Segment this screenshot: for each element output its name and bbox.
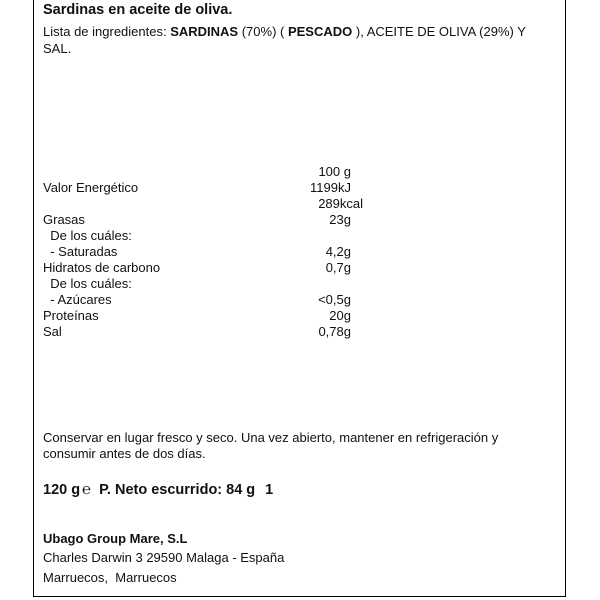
unit-count: 1 <box>265 482 274 498</box>
nutrition-value: <0,5g <box>318 292 351 307</box>
storage-line-1: Conservar en lugar fresco y seco. Una vez abierto, mantener en refrigeración y <box>43 430 499 445</box>
nutrition-value: 289kcal <box>318 196 363 211</box>
nutrition-header: 100 g <box>318 164 351 179</box>
net-weight-row <box>43 482 273 498</box>
nutrition-label: - Azúcares <box>43 292 112 307</box>
ingredient-sardinas: SARDINAS <box>170 24 239 39</box>
nutrition-label: Hidratos de carbono <box>43 260 161 275</box>
nutrition-label: De los cuáles: <box>43 276 132 291</box>
company-address: Charles Darwin 3 29590 Malaga - España <box>43 550 285 565</box>
nutrition-value: 4,2g <box>325 244 351 259</box>
drained-weight: P. Neto escurrido: 84 g <box>99 482 256 498</box>
nutrition-value: 0,78g <box>318 324 351 339</box>
ingredients-rest: ), ACEITE DE OLIVA (29%) Y SAL. <box>43 24 526 56</box>
nutrition-label: Proteínas <box>43 308 99 323</box>
nutrition-label: Valor Energético <box>43 180 139 195</box>
nutrition-value: 20g <box>329 308 351 323</box>
nutrition-label: Grasas <box>43 212 85 227</box>
ingredient-pescado: PESCADO <box>287 24 353 39</box>
company-location: Marruecos, Marruecos <box>43 570 177 585</box>
ingredients-prefix: Lista de ingredientes: <box>43 24 171 39</box>
storage-line-2: consumir antes de dos días. <box>43 446 206 461</box>
company-name: Ubago Group Mare, S.L <box>43 531 188 546</box>
net-weight: 120 g <box>43 482 81 498</box>
ingredients-list <box>43 23 543 57</box>
nutrition-value: 23g <box>329 212 351 227</box>
ingredient-percent: (70%) ( <box>238 24 288 39</box>
nutrition-value: 1199kJ <box>310 180 351 195</box>
nutrition-value: 0,7g <box>325 260 351 275</box>
nutrition-label: Sal <box>43 324 62 339</box>
nutrition-label: - Saturadas <box>43 244 118 259</box>
nutrition-label: De los cuáles: <box>43 228 132 243</box>
estimated-sign-icon: ℮ <box>82 481 92 498</box>
product-title: Sardinas en aceite de oliva. <box>43 2 233 18</box>
